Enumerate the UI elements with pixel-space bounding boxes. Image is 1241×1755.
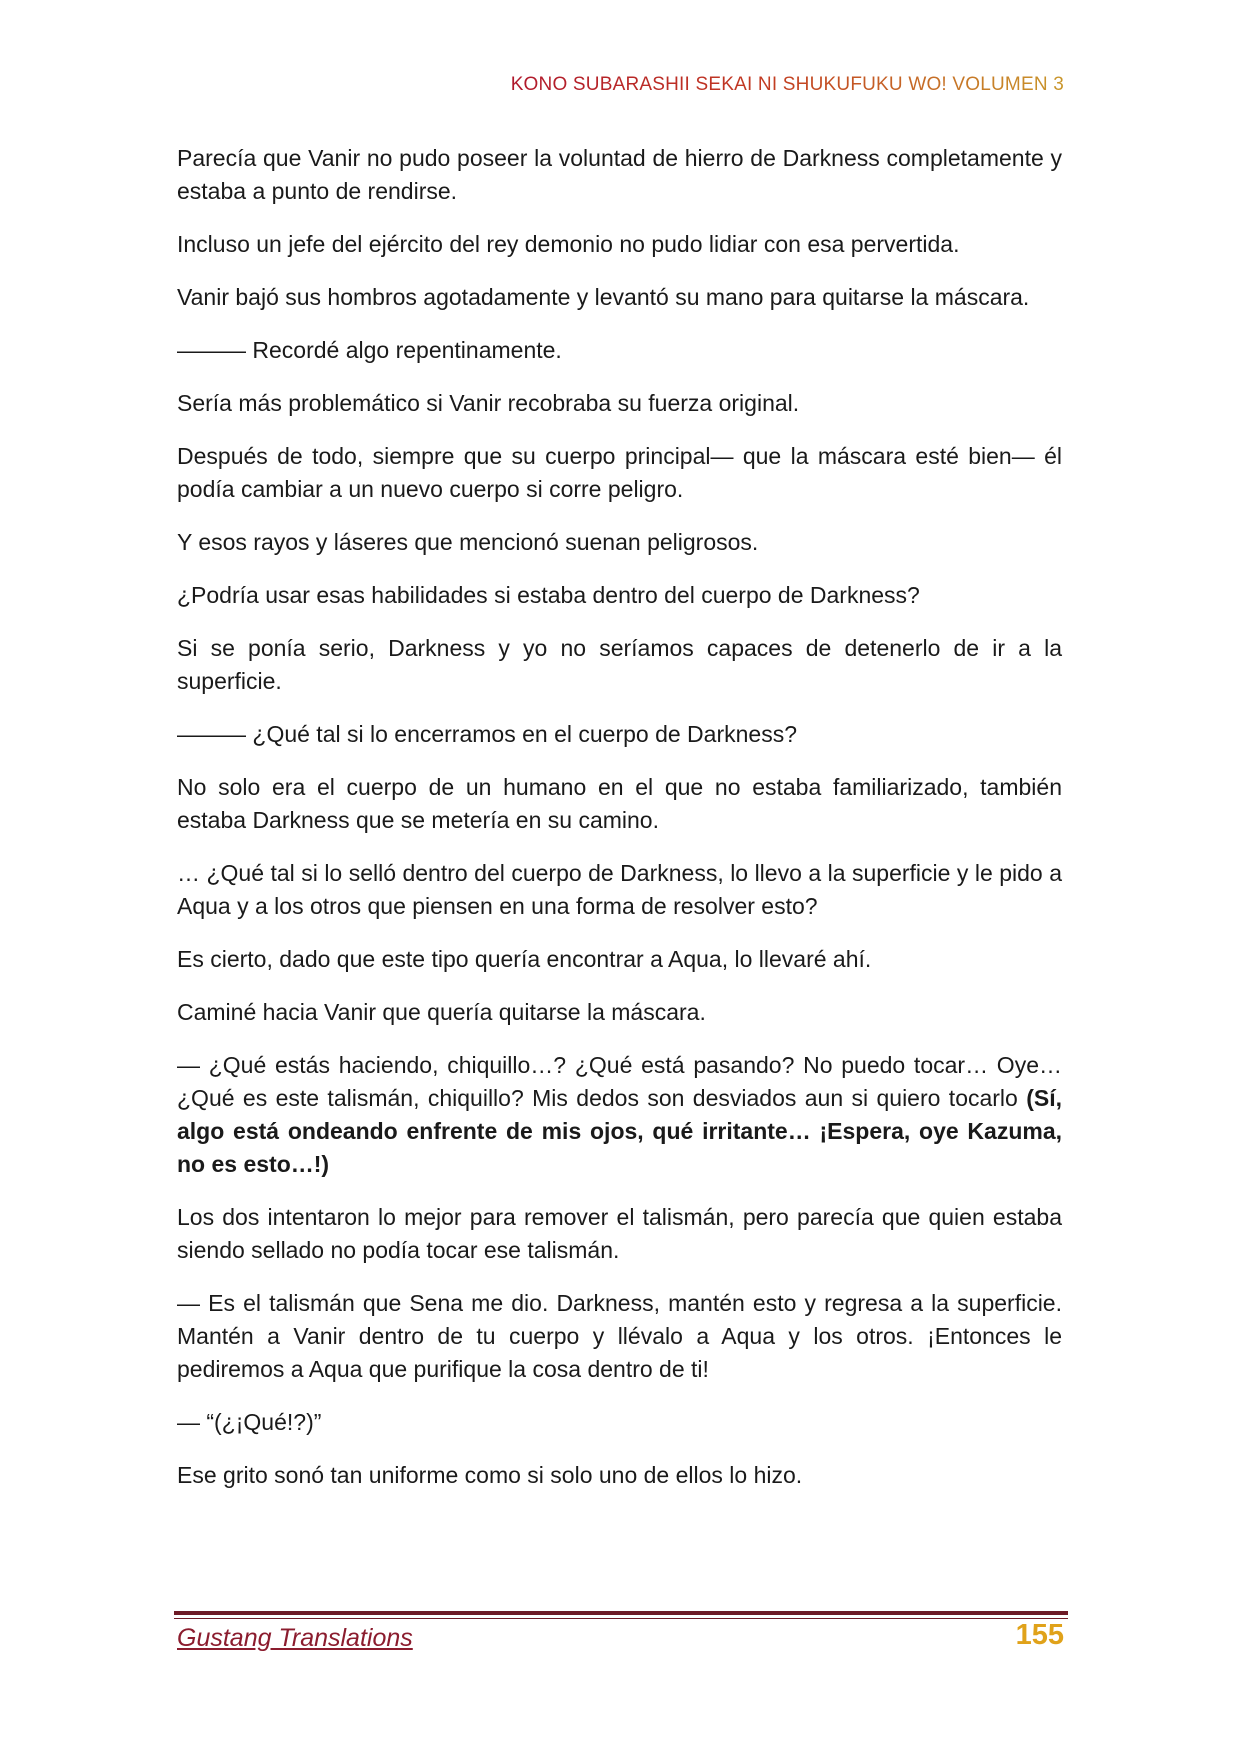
header-title: KONO SUBARASHII SEKAI NI SHUKUFUKU WO! VOLUMEN 3 — [510, 74, 1064, 95]
paragraph: ——— ¿Qué tal si lo encerramos en el cuerpo de Darkness? — [177, 721, 797, 747]
paragraph: Incluso un jefe del ejército del rey demonio no pudo lidiar con esa pervertida. — [177, 231, 960, 257]
paragraph: Si se ponía serio, Darkness y yo no seríamos capaces de detenerlo de ir a la superficie. — [177, 635, 1062, 694]
paragraph: Sería más problemático si Vanir recobraba su fuerza original. — [177, 390, 800, 416]
paragraph: Ese grito sonó tan uniforme como si solo uno de ellos lo hizo. — [177, 1462, 803, 1488]
footer-rule-thin — [174, 1618, 1068, 1619]
footer-rule — [174, 1611, 1068, 1615]
paragraph: — “(¿¡Qué!?)” — [177, 1409, 322, 1435]
paragraph: Los dos intentaron lo mejor para remover el talismán, pero parecía que quien estaba siendo sellado no podía tocar ese talismán. — [177, 1204, 1062, 1263]
footer-credit: Gustang Translations — [177, 1624, 413, 1652]
paragraph: Y esos rayos y láseres que mencionó suenan peligrosos. — [177, 529, 759, 555]
running-header — [511, 74, 1064, 96]
page-number: 155 — [1015, 1619, 1064, 1651]
paragraph: — ¿Qué estás haciendo, chiquillo…? ¿Qué está pasando? No puedo tocar… Oye… ¿Qué es este talismán, chiquillo? Mis dedos son desviados aun si quiero tocarlo (Sí, algo está ondeando enfrente de mis ojos, qué irritante… ¡Espera, oye Kazuma, no es esto…!) — [177, 1052, 1062, 1177]
paragraph: No solo era el cuerpo de un humano en el que no estaba familiarizado, también estaba Darkness que se metería en su camino. — [177, 774, 1062, 833]
paragraph: … ¿Qué tal si lo selló dentro del cuerpo de Darkness, lo llevo a la superficie y le pido a Aqua y a los otros que piensen en una forma de resolver esto? — [177, 860, 1062, 919]
body-text — [177, 142, 1062, 1512]
paragraph: ¿Podría usar esas habilidades si estaba dentro del cuerpo de Darkness? — [177, 582, 920, 608]
bold-aside: (Sí, algo está ondeando enfrente de mis ojos, qué irritante… ¡Espera, oye Kazuma, no es esto…!) — [177, 1085, 1062, 1177]
paragraph: — Es el talismán que Sena me dio. Darkness, mantén esto y regresa a la superficie. Mantén a Vanir dentro de tu cuerpo y llévalo a Aqua y los otros. ¡Entonces le pediremos a Aqua que purifique la cosa dentro de ti! — [177, 1290, 1062, 1382]
paragraph: ——— Recordé algo repentinamente. — [177, 337, 562, 363]
paragraph: Después de todo, siempre que su cuerpo principal— que la máscara esté bien— él podía cambiar a un nuevo cuerpo si corre peligro. — [177, 443, 1062, 502]
paragraph: Caminé hacia Vanir que quería quitarse la máscara. — [177, 999, 706, 1025]
paragraph: Vanir bajó sus hombros agotadamente y levantó su mano para quitarse la máscara. — [177, 284, 1030, 310]
paragraph: Es cierto, dado que este tipo quería encontrar a Aqua, lo llevaré ahí. — [177, 946, 872, 972]
paragraph: Parecía que Vanir no pudo poseer la voluntad de hierro de Darkness completamente y estaba a punto de rendirse. — [177, 145, 1062, 204]
